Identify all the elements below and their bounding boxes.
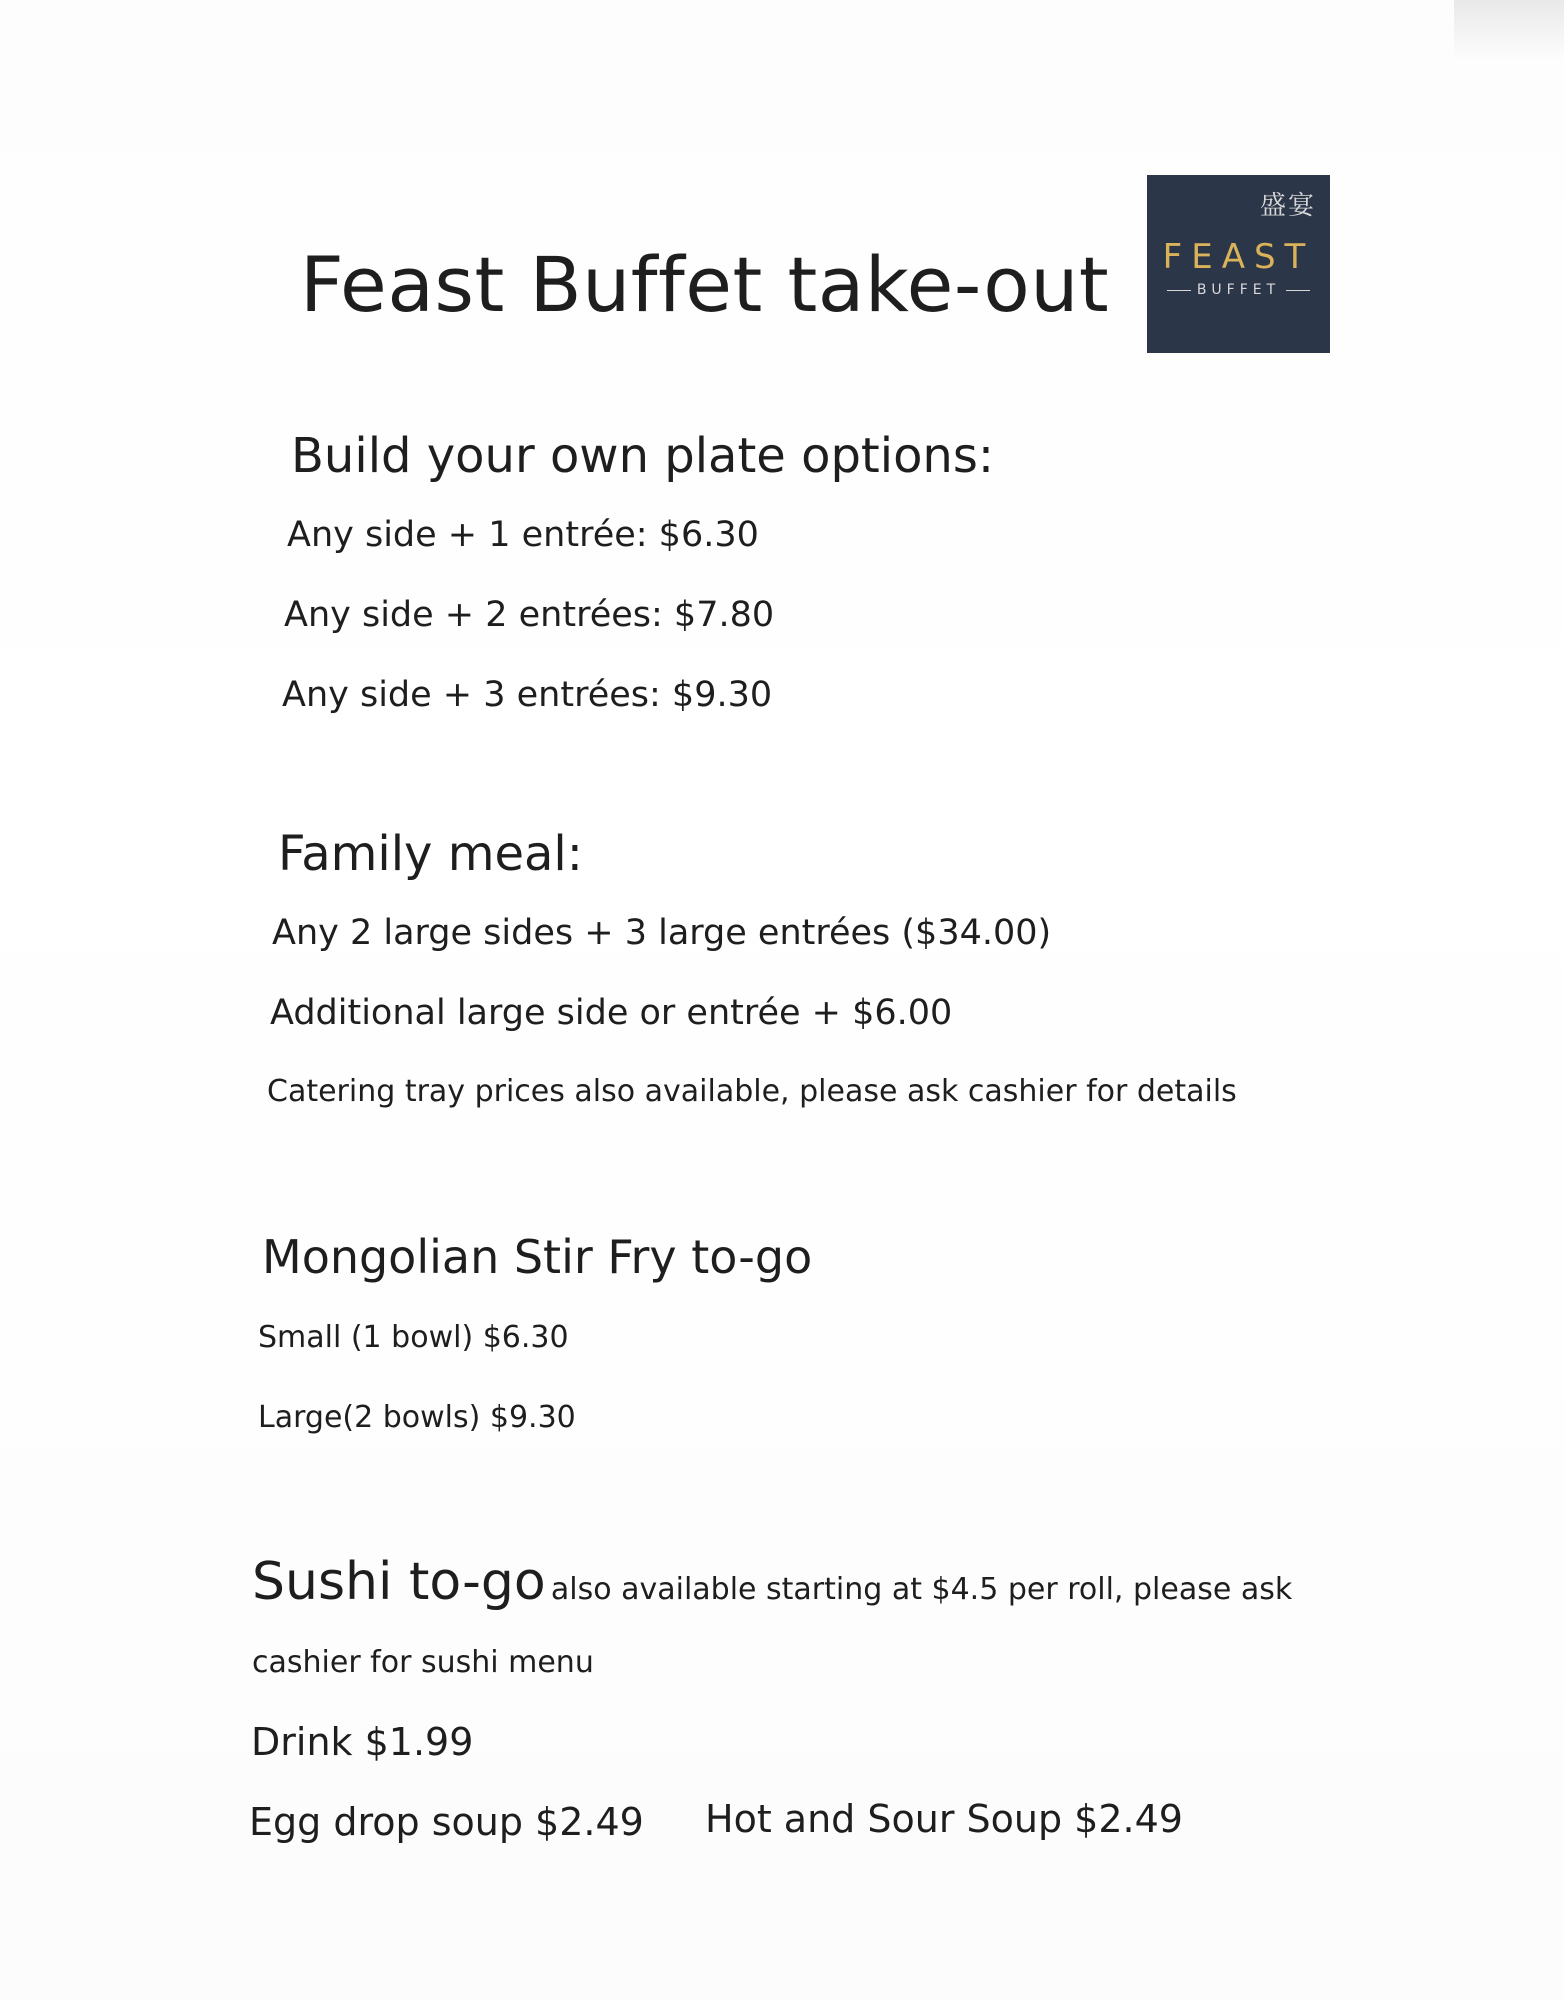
page-title: Feast Buffet take-out	[300, 240, 1110, 329]
sushi-heading: Sushi to-go	[252, 1552, 546, 1612]
egg-drop-soup-item: Egg drop soup $2.49	[249, 1800, 644, 1844]
mongolian-item: Large(2 bowls) $9.30	[258, 1400, 576, 1435]
hot-sour-soup-item: Hot and Sour Soup $2.49	[705, 1797, 1183, 1841]
drink-item: Drink $1.99	[251, 1720, 474, 1764]
feast-buffet-logo	[1147, 175, 1330, 353]
family-heading: Family meal:	[278, 826, 583, 882]
sushi-note-cont: cashier for sushi menu	[252, 1645, 594, 1680]
mongolian-item: Small (1 bowl) $6.30	[258, 1320, 569, 1355]
family-item: Additional large side or entrée + $6.00	[270, 993, 953, 1033]
plate-item: Any side + 2 entrées: $7.80	[284, 595, 775, 635]
sushi-note: also available starting at $4.5 per roll, please ask	[550, 1572, 1293, 1607]
mongolian-heading: Mongolian Stir Fry to-go	[262, 1230, 813, 1284]
family-item: Any 2 large sides + 3 large entrées ($34.00)	[272, 913, 1052, 953]
catering-note: Catering tray prices also available, please ask cashier for details	[267, 1074, 1237, 1109]
logo-wordmark: FEAST	[1162, 237, 1315, 277]
plate-item: Any side + 3 entrées: $9.30	[282, 675, 773, 715]
plate-heading: Build your own plate options:	[291, 428, 995, 484]
paper-shadow	[1454, 0, 1564, 60]
sushi-line	[252, 1552, 1292, 1612]
plate-item: Any side + 1 entrée: $6.30	[287, 515, 759, 555]
logo-cjk-text: 盛宴	[1259, 191, 1316, 221]
logo-subtitle: BUFFET	[1147, 282, 1330, 298]
